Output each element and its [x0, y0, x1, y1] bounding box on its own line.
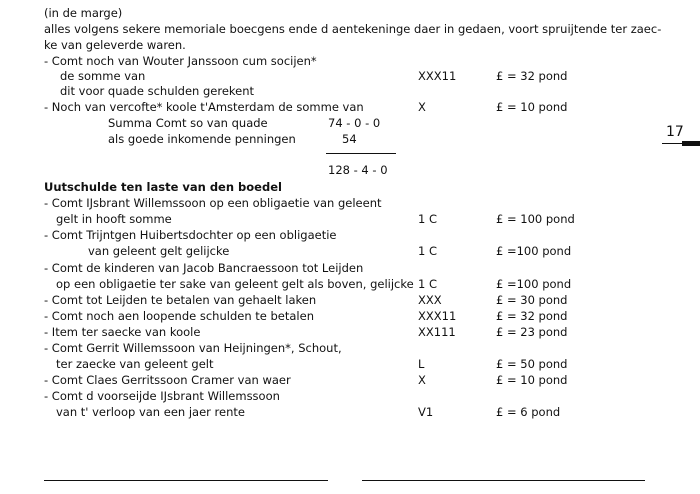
debt-line: van t' verloop van een jaer rente: [56, 405, 245, 419]
debt-line: gelt in hooft somme: [56, 212, 172, 226]
page-edge-bar: [682, 141, 700, 146]
summa-label: Summa Comt so van quade: [108, 116, 268, 130]
debt-line: van geleent gelt gelijcke: [88, 244, 230, 258]
pound-amount: £ = 50 pond: [496, 357, 568, 371]
debt-line: - Item ter saecke van koole: [44, 325, 201, 339]
roman-amount: L: [418, 357, 425, 371]
debt-line: - Comt Claes Gerritssoon Cramer van waer: [44, 373, 291, 387]
debt-line: - Comt noch aen loopende schulden te betalen: [44, 309, 314, 323]
debt-line: - Comt de kinderen van Jacob Bancraessoon tot Leijden: [44, 261, 364, 275]
pound-amount: £ = 32 pond: [496, 69, 568, 83]
sum-rule: [326, 153, 396, 154]
debt-line: op een obligaetie ter sake van geleent gelt als boven, gelijcke: [56, 277, 414, 291]
roman-amount: XXX11: [418, 309, 457, 323]
pound-amount: £ =100 pond: [496, 277, 572, 291]
debt-line: - Comt Gerrit Willemssoon van Heijningen*, Schout,: [44, 341, 342, 355]
debt-line: - Comt IJsbrant Willemssoon op een obligaetie van geleent: [44, 196, 382, 210]
summa-total: 128 - 4 - 0: [328, 163, 388, 177]
roman-amount: 1 C: [418, 212, 438, 226]
section-title: Uutschulde ten laste van den boedel: [44, 180, 282, 194]
summa-value: 74 - 0 - 0: [328, 116, 381, 130]
credit-line: dit voor quade schulden gerekent: [60, 84, 255, 98]
pound-amount: £ = 6 pond: [496, 405, 561, 419]
pound-amount: £ = 10 pond: [496, 100, 568, 114]
pound-amount: £ = 10 pond: [496, 373, 568, 387]
credit-line: - Noch van vercofte* koole t'Amsterdam de somme van: [44, 100, 364, 114]
pound-amount: £ =100 pond: [496, 244, 572, 258]
page-number-rule: [662, 143, 682, 144]
roman-amount: XXX11: [418, 69, 457, 83]
margin-note: (in de marge): [44, 6, 123, 20]
roman-amount: XXX: [418, 293, 442, 307]
debt-line: ter zaecke van geleent gelt: [56, 357, 214, 371]
roman-amount: X: [418, 100, 426, 114]
credit-line: - Comt noch van Wouter Janssoon cum socijen*: [44, 54, 317, 68]
roman-amount: XX111: [418, 325, 456, 339]
footer-rule-right: [362, 480, 645, 481]
pound-amount: £ = 100 pond: [496, 212, 575, 226]
roman-amount: X: [418, 373, 426, 387]
summa-label: als goede inkomende penningen: [108, 132, 296, 146]
credit-line: de somme van: [60, 69, 146, 83]
page-number: 17: [666, 124, 684, 140]
debt-line: - Comt d voorseijde IJsbrant Willemssoon: [44, 389, 280, 403]
footer-rule-left: [44, 480, 328, 481]
roman-amount: V1: [418, 405, 434, 419]
summa-value: 54: [342, 132, 357, 146]
roman-amount: 1 C: [418, 277, 438, 291]
intro-line: ke van geleverde waren.: [44, 38, 186, 52]
pound-amount: £ = 23 pond: [496, 325, 568, 339]
roman-amount: 1 C: [418, 244, 438, 258]
pound-amount: £ = 32 pond: [496, 309, 568, 323]
debt-line: - Comt tot Leijden te betalen van gehaelt laken: [44, 293, 317, 307]
pound-amount: £ = 30 pond: [496, 293, 568, 307]
intro-line: alles volgens sekere memoriale boecgens ende d aentekeninge daer in gedaen, voort spruijtende ter zaec-: [44, 22, 662, 36]
debt-line: - Comt Trijntgen Huibertsdochter op een obligaetie: [44, 228, 337, 242]
